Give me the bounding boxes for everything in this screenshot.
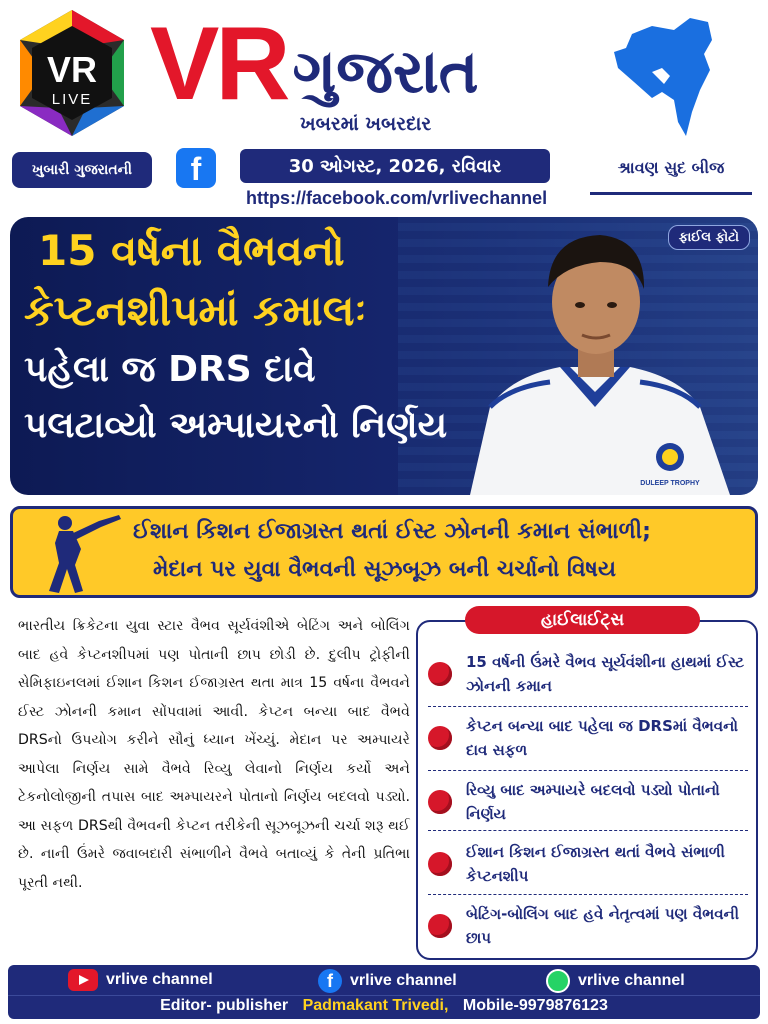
date-bar: 30 ઓગસ્ટ, 2026, રવિવાર — [240, 149, 550, 183]
bullet-icon — [428, 726, 452, 750]
headline-line-3: પહેલા જ DRS દાવે — [24, 349, 316, 390]
vr-live-logo — [16, 8, 128, 138]
bullet-icon — [428, 790, 452, 814]
bullet-icon — [428, 914, 452, 938]
jersey-text: DULEEP TROPHY — [640, 480, 700, 487]
facebook-icon: f — [318, 969, 342, 993]
youtube-channel-link[interactable] — [68, 969, 213, 991]
divider — [428, 830, 748, 831]
tithi-underline — [590, 192, 752, 195]
youtube-channel-label: vrlive channel — [106, 971, 213, 988]
bullet-icon — [428, 662, 452, 686]
masthead-name: ગુજરાત — [292, 37, 479, 107]
subheadline-line-1: ઈશાન કિશન ઈજાગ્રસ્ત થતાં ઈસ્ટ ઝોનની કમાન સંભાળી; — [133, 519, 651, 544]
masthead — [150, 6, 479, 122]
headline-line-4: પલટાવ્યો અમ્પાયરનો નિર્ણય — [24, 405, 448, 446]
masthead-vr: VR — [150, 6, 287, 122]
whatsapp-channel-link[interactable] — [546, 969, 685, 993]
whatsapp-icon — [546, 969, 570, 993]
highlight-item — [428, 834, 748, 894]
player-photo — [430, 217, 758, 495]
highlight-text: રિવ્યુ બાદ અમ્પાયરે બદલવો પડ્યો પોતાનો નિર્ણય — [466, 781, 720, 823]
logo-subtext: LIVE — [51, 91, 93, 108]
footer-divider — [8, 995, 760, 996]
highlights-box — [416, 620, 758, 960]
editor-mobile: Mobile-9979876123 — [462, 997, 608, 1014]
facebook-url-link[interactable]: https://facebook.com/vrlivechannel — [246, 188, 548, 208]
divider — [428, 770, 748, 771]
divider — [428, 894, 748, 895]
editor-line — [8, 997, 760, 1015]
facebook-channel-label: vrlive channel — [350, 972, 457, 989]
tagline-pill: ખુબારી ગુજરાતની — [12, 152, 152, 188]
footer — [8, 965, 760, 1019]
headline-line-2: કેપ્ટનશીપમાં કમાલઃ — [24, 286, 367, 335]
youtube-icon — [68, 969, 98, 991]
subheadline-line-2: મેદાન પર યુવા વૈભવની સૂઝબૂઝ બની ચર્ચાનો વિષય — [153, 557, 616, 582]
hero-panel — [10, 217, 758, 495]
subheadline-banner — [10, 506, 758, 598]
batsman-icon — [29, 513, 125, 595]
highlights-title: હાઈલાઈટ્સ — [465, 606, 700, 634]
divider — [428, 706, 748, 707]
logo-text: VR — [46, 49, 98, 90]
masthead-tagline: ખબરમાં ખબરદાર — [300, 113, 432, 135]
file-photo-badge: ફાઈલ ફોટો — [668, 225, 750, 250]
highlight-item — [428, 772, 748, 832]
facebook-icon[interactable]: f — [176, 148, 216, 188]
highlight-item — [428, 896, 748, 956]
facebook-channel-link[interactable] — [318, 969, 457, 993]
highlight-text: 15 વર્ષની ઉંમરે વૈભવ સૂર્યવંશીના હાથમાં ઈસ્ટ ઝોનની કમાન — [466, 653, 745, 695]
highlight-item — [428, 644, 748, 704]
bullet-icon — [428, 852, 452, 876]
highlight-text: બેટિંગ-બોલિંગ બાદ હવે નેતૃત્વમાં પણ વૈભવની છાપ — [466, 905, 740, 947]
article-body: ભારતીય ક્રિકેટના યુવા સ્ટાર વૈભવ સૂર્યવંશીએ બેટિંગ અને બોલિંગ બાદ હવે કેપ્ટનશીપમાં પણ પોતાની છાપ છોડી છે. દુલીપ ટ્રોફીની સેમિફાઇનલમાં ઈશાન કિશન ઈજાગ્રસ્ત થતા માત્ર 15 વર્ષના વૈભવને ઈસ્ટ ઝોનની કમાન સોંપવામાં આવી. કેપ્ટન બન્યા બાદ વૈભવે DRSનો ઉપયોગ કરીને સૌનું ધ્યાન ખેંચ્યું. મેદાન પર અમ્પાયરે આપેલા નિર્ણય સામે વૈભવે રિવ્યુ લેવાનો નિર્ણય કર્યો અને ટેકનોલોજીની તપાસ બાદ અમ્પાયરને પોતાનો નિર્ણય બદલવો પડ્યો. આ સફળ DRSથી વૈભવની કેપ્ટન તરીકેની સૂઝબૂઝની ચર્ચા શરૂ થઈ છે. નાની ઉંમરે જવાબદારી સંભાળીને વૈભવે બતાવ્યું કે તેની પ્રતિભા પૂરતી નથી. — [18, 618, 410, 891]
editor-label: Editor- publisher — [160, 997, 289, 1014]
highlight-item — [428, 708, 748, 768]
headline-line-1: 15 વર્ષના વૈભવનો — [38, 226, 345, 275]
highlight-text: કેપ્ટન બન્યા બાદ પહેલા જ DRSમાં વૈભવનો દાવ સફળ — [466, 717, 738, 759]
gujarat-map-icon — [612, 12, 722, 138]
editor-name: Padmakant Trivedi, — [302, 997, 449, 1014]
tithi-label: શ્રાવણ સુદ બીજ — [617, 158, 725, 177]
whatsapp-channel-label: vrlive channel — [578, 972, 685, 989]
highlight-text: ઈશાન કિશન ઈજાગ્રસ્ત થતાં વૈભવે સંભાળી કેપ્ટનશીપ — [466, 843, 725, 885]
